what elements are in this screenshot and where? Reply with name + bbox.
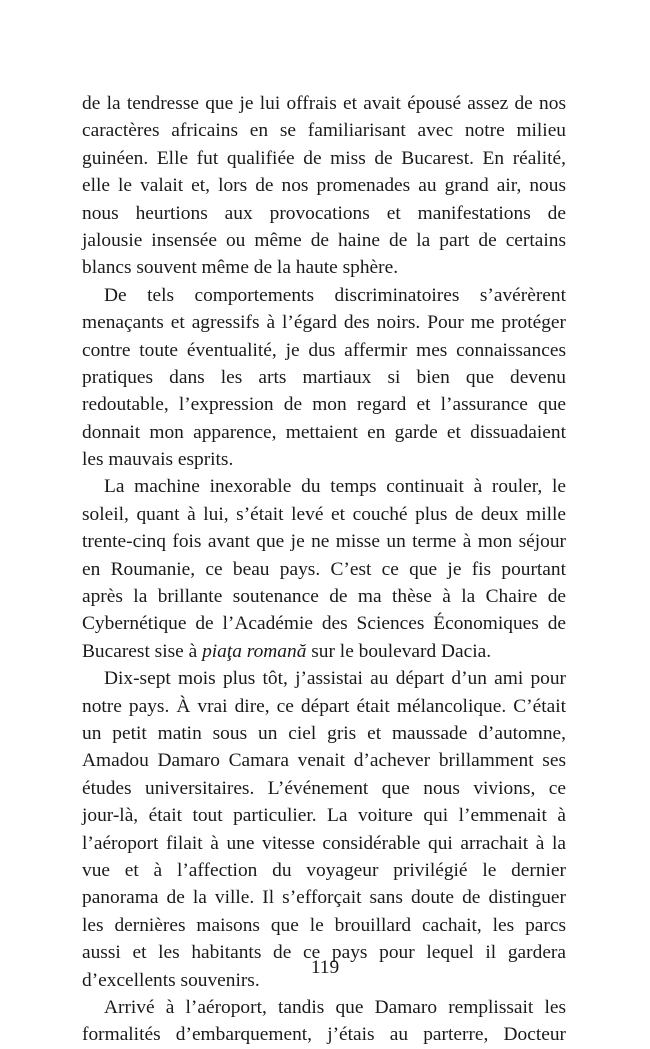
text-line: contre toute éventualité, je dus affermir mes connaissances	[82, 339, 566, 361]
text-line: les dernières maisons que le brouillard cachait, les parcs	[82, 914, 566, 936]
text-line: caractères africains en se familiarisant avec notre milieu	[82, 120, 566, 142]
paragraph-start-line: Arrivé à l’aéroport, tandis que Damaro remplissait les	[104, 996, 566, 1018]
text-line: formalités d’embarquement, j’étais au parterre, Docteur	[82, 1024, 566, 1046]
paragraph-start-line: Dix-sept mois plus tôt, j’assistai au départ d’un ami pour	[104, 668, 566, 690]
text-line: jalousie insensée ou même de haine de la part de certains	[82, 229, 566, 251]
text-line: un petit matin sous un ciel gris et maussade d’automne,	[82, 722, 566, 744]
text-line: pratiques dans les arts martiaux si bien que devenu	[82, 366, 566, 388]
text-line: études universitaires. L’événement que nous vivions, ce	[82, 777, 566, 799]
body-text	[82, 90, 566, 1049]
text-line: trente-cinq fois avant que je ne misse un terme à mon séjour	[82, 531, 566, 553]
paragraph-start-line: De tels comportements discriminatoires s’avérèrent	[104, 284, 566, 306]
italic-place-name: piaţa romană	[202, 640, 307, 662]
text-line: l’aéroport filait à une vitesse considérable qui arrachait à la	[82, 832, 566, 854]
text-line: nous heurtions aux provocations et manifestations de	[82, 202, 566, 224]
text-line: Cybernétique de l’Académie des Sciences Économiques de	[82, 613, 566, 635]
text-line: aussi et les habitants de ce pays pour lequel il gardera	[82, 942, 566, 964]
text-line: elle le valait et, lors de nos promenades au grand air, nous	[82, 175, 566, 197]
text-line: panorama de la ville. Il s’efforçait sans doute de distinguer	[82, 887, 566, 909]
text-line: les mauvais esprits.	[82, 449, 234, 471]
text-line: guinéen. Elle fut qualifiée de miss de Bucarest. En réalité,	[82, 147, 566, 169]
text-line: redoutable, l’expression de mon regard et l’assurance que	[82, 394, 566, 416]
text-line: d’excellents souvenirs.	[82, 969, 260, 991]
text-line	[82, 638, 566, 665]
text-line: Amadou Damaro Camara venait d’achever brillamment ses	[82, 750, 566, 772]
text-line: menaçants et agressifs à l’égard des noirs. Pour me protéger	[82, 312, 566, 334]
text-line: jour-là, était tout particulier. La voiture qui l’emmenait à	[82, 805, 566, 827]
text-line: notre pays. À vrai dire, ce départ était mélancolique. C’était	[82, 695, 566, 717]
text-line: soleil, quant à lui, s’était levé et couché plus de deux mille	[82, 503, 566, 525]
text-fragment: sur le boulevard Dacia.	[306, 640, 492, 662]
text-line: vue et à l’affection du voyageur privilégié le dernier	[82, 859, 566, 881]
text-line: en Roumanie, ce beau pays. C’est ce que je fis pourtant	[82, 558, 566, 580]
text-line: de la tendresse que je lui offrais et avait épousé assez de nos	[82, 93, 566, 114]
text-line: donnait mon apparence, mettaient en garde et dissuadaient	[82, 421, 566, 443]
page-number: 119	[310, 957, 340, 978]
paragraph-start-line: La machine inexorable du temps continuait à rouler, le	[104, 476, 566, 498]
text-fragment: Bucarest sise à	[82, 640, 203, 662]
text-line: blancs souvent même de la haute sphère.	[82, 257, 399, 279]
text-line: après la brillante soutenance de ma thèse à la Chaire de	[82, 586, 566, 608]
